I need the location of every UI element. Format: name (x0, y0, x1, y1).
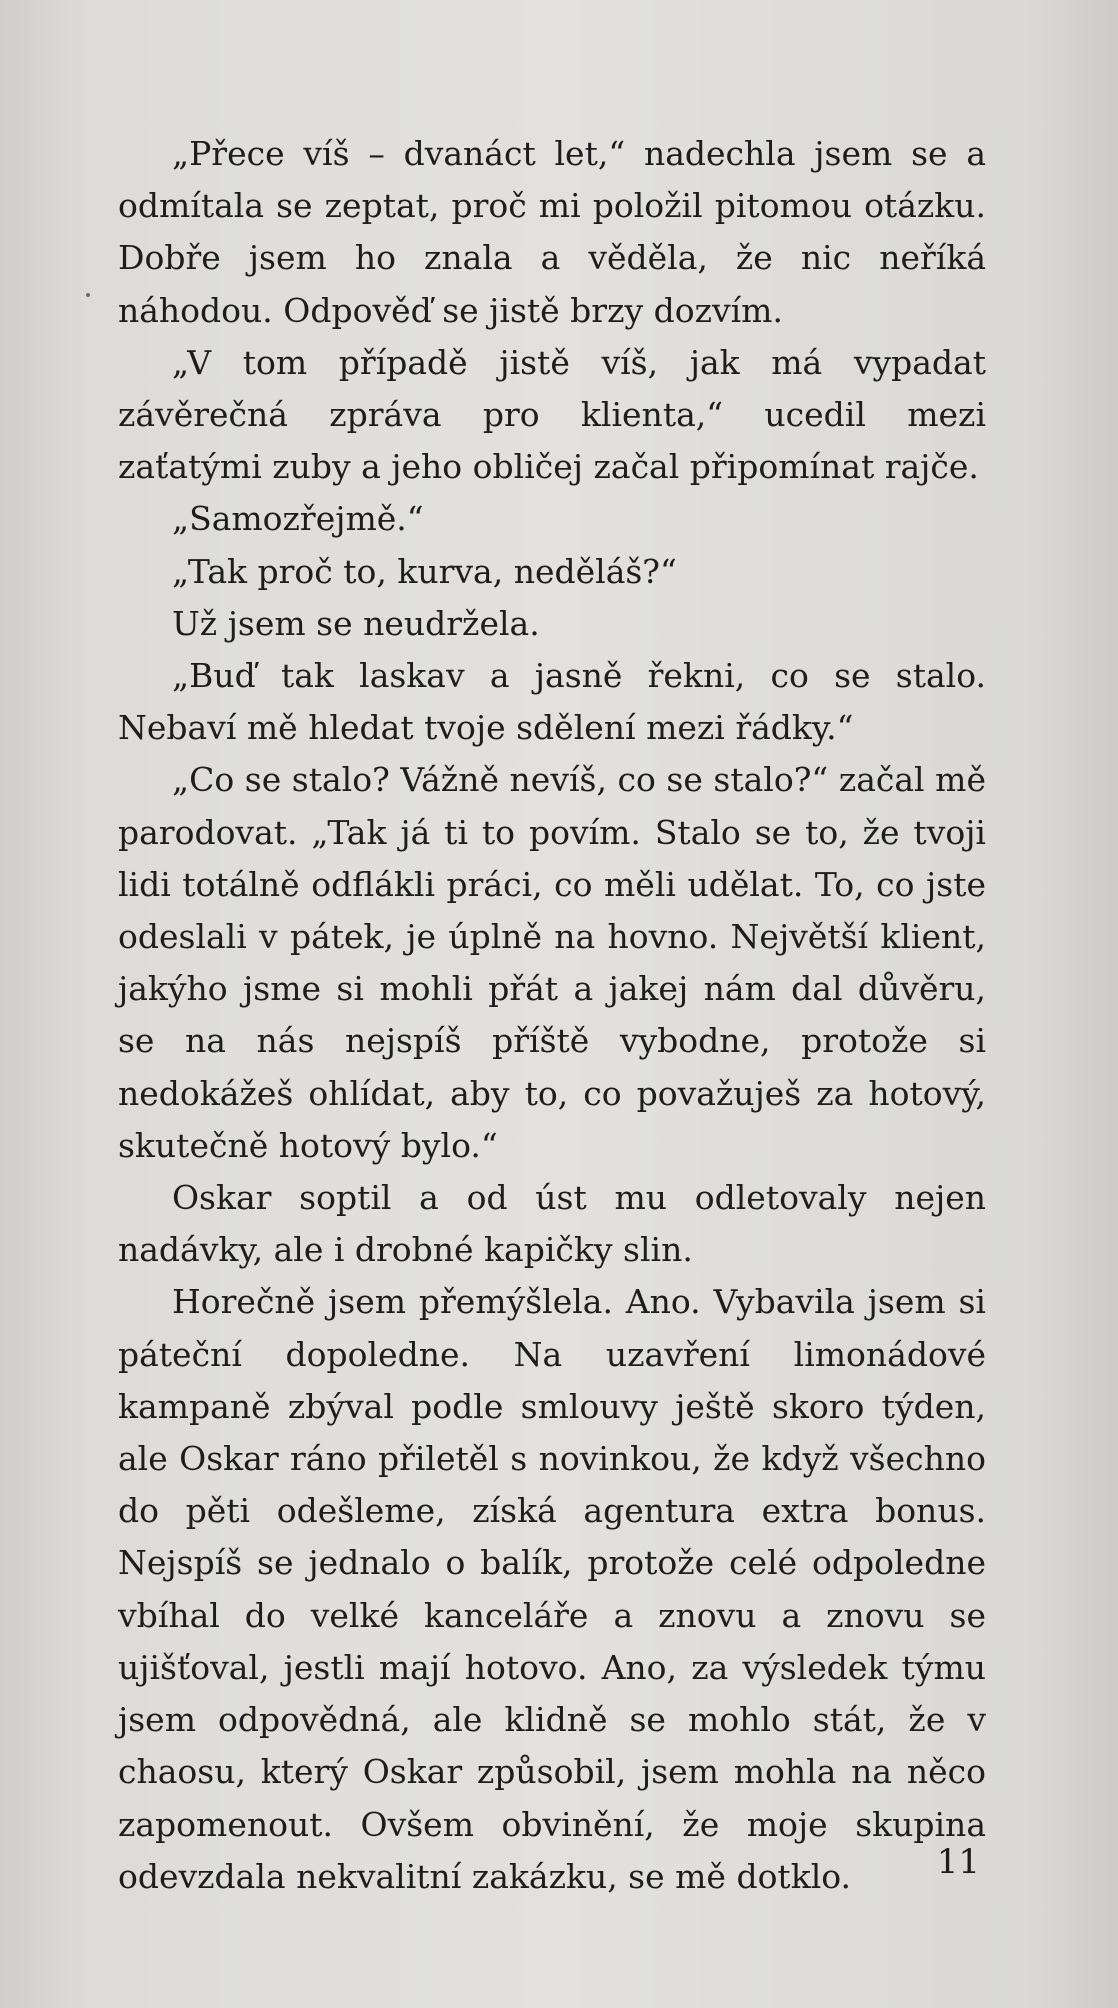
paragraph: „Buď tak laskav a jasně řekni, co se stalo. Nebaví mě hledat tvoje sdělení mezi řádky.“ (118, 656, 986, 748)
paragraph: „Tak proč to, kurva, neděláš?“ (172, 551, 677, 591)
paragraph: „Co se stalo? Vážně nevíš, co se stalo?“ začal mě parodovat. „Tak já ti to povím. Stalo se to, že tvoji lidi totálně odflákli práci, co měli udělat. To, co jste odeslali v pátek, je úplně na hovno. Největší klient, jakýho jsme si mohli přát a jakej nám dal důvěru, se na nás nejspíš příště vybodne, protože si nedokážeš ohlídat, aby to, co považuješ za hotový, skutečně hotový bylo.“ (118, 760, 986, 1165)
paragraph: Oskar soptil a od úst mu odletovaly nejen nadávky, ale i drobné kapičky slin. (118, 1178, 986, 1270)
paragraph: „V tom případě jistě víš, jak má vypadat závěrečná zpráva pro klienta,“ ucedil mezi zaťatými zuby a jeho obličej začal připomínat rajče. (118, 342, 986, 487)
paragraph: Už jsem se neudržela. (172, 603, 540, 643)
paragraph: „Samozřejmě.“ (172, 499, 424, 539)
page-number: 11 (936, 1842, 980, 1882)
paragraph: Horečně jsem přemýšlela. Ano. Vybavila jsem si páteční dopoledne. Na uzavření limonádové kampaně zbýval podle smlouvy ještě skoro týden, ale Oskar ráno přiletěl s novinkou, že když všechno do pěti odešleme, získá agentura extra bonus. Nejspíš se jednalo o balík, protože celé odpoledne vbíhal do velké kanceláře a znovu a znovu se ujišťoval, jestli mají hotovo. Ano, za výsledek týmu jsem odpovědná, ale klidně se mohlo stát, že v chaosu, který Oskar způsobil, jsem mohla na něco zapomenout. Ovšem obvinění, že moje skupina odevzdala nekvalitní zakázku, se mě dotklo. (118, 1282, 986, 1896)
page-body-text (118, 128, 986, 1903)
paper-speck (86, 293, 90, 297)
paragraph: „Přece víš – dvanáct let,“ nadechla jsem se a odmítala se zeptat, proč mi položil pitomou otázku. Dobře jsem ho znala a věděla, že nic neříká náhodou. Odpověď se jistě brzy dozvím. (118, 134, 986, 330)
